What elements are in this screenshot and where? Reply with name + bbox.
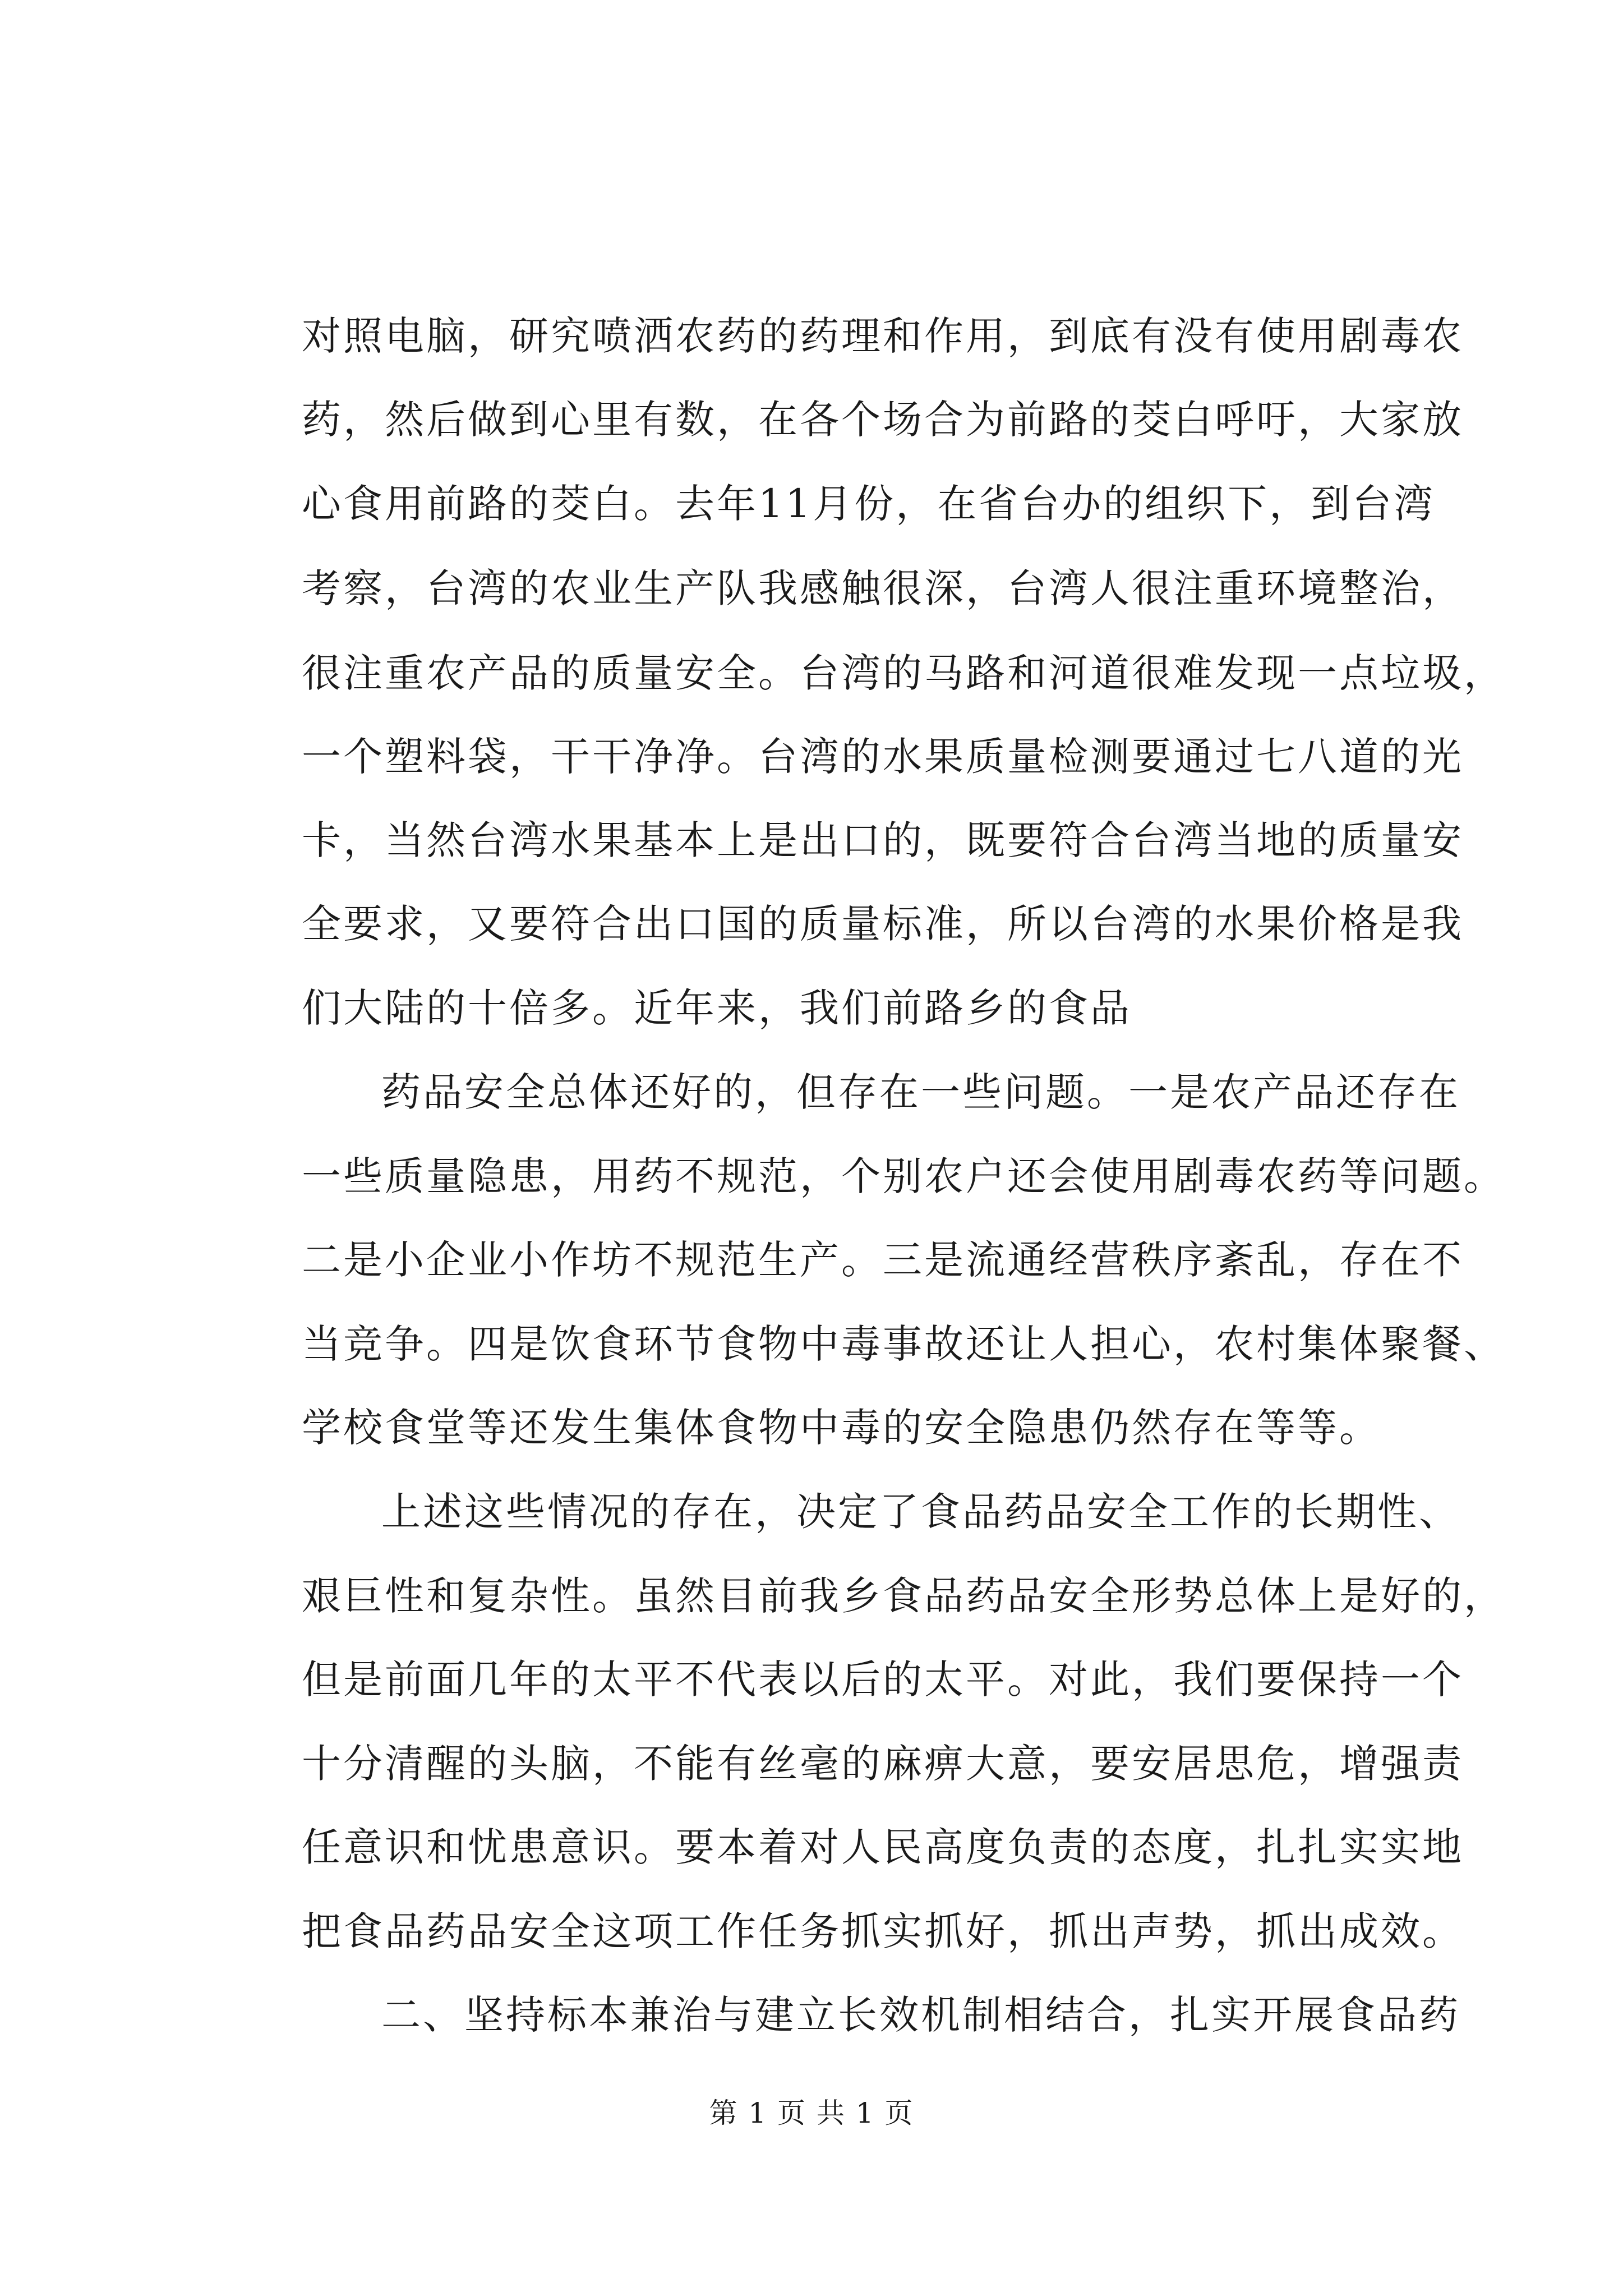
text-line: 把食品药品安全这项工作任务抓实抓好，抓出声势，抓出成效。 [302,1908,1464,1954]
text-line: 全要求，又要符合出口国的质量标准，所以台湾的水果价格是我 [302,901,1464,947]
page-number-footer: 第 1 页 共 1 页 [709,2097,914,2129]
text-line: 艰巨性和复杂性。虽然目前我乡食品药品安全形势总体上是好的， [302,1573,1505,1619]
text-line: 药，然后做到心里有数，在各个场合为前路的茭白呼吁，大家放 [302,397,1464,443]
text-line: 二是小企业小作坊不规范生产。三是流通经营秩序紊乱，存在不 [302,1237,1464,1283]
text-line: 心食用前路的茭白。去年11月份，在省台办的组织下，到台湾 [302,481,1436,527]
text-line: 十分清醒的头脑，不能有丝毫的麻痹大意，要安居思危，增强责 [302,1741,1464,1787]
text-line: 但是前面几年的太平不代表以后的太平。对此，我们要保持一个 [302,1657,1464,1703]
text-line: 任意识和忧患意识。要本着对人民高度负责的态度，扎扎实实地 [302,1824,1464,1870]
text-line: 们大陆的十倍多。近年来，我们前路乡的食品 [302,985,1132,1031]
paragraph-first-line: 药品安全总体还好的，但存在一些问题。一是农产品还存在 [381,1069,1460,1115]
text-line: 卡，当然台湾水果基本上是出口的，既要符合台湾当地的质量安 [302,817,1464,863]
text-line: 很注重农产品的质量安全。台湾的马路和河道很难发现一点垃圾， [302,650,1505,696]
text-line: 对照电脑，研究喷洒农药的药理和作用，到底有没有使用剧毒农 [302,313,1464,359]
text-line: 一些质量隐患，用药不规范，个别农户还会使用剧毒农药等问题。 [302,1153,1505,1199]
text-line: 学校食堂等还发生集体食物中毒的安全隐患仍然存在等等。 [302,1405,1381,1451]
text-line: 考察，台湾的农业生产队我感触很深，台湾人很注重环境整治， [302,565,1464,611]
paragraph-first-line: 上述这些情况的存在，决定了食品药品安全工作的长期性、 [381,1489,1460,1535]
text-line: 一个塑料袋，干干净净。台湾的水果质量检测要通过七八道的光 [302,734,1464,780]
section-heading-line: 二、坚持标本兼治与建立长效机制相结合，扎实开展食品药 [381,1992,1460,2038]
text-line: 当竞争。四是饮食环节食物中毒事故还让人担心，农村集体聚餐、 [302,1321,1505,1367]
